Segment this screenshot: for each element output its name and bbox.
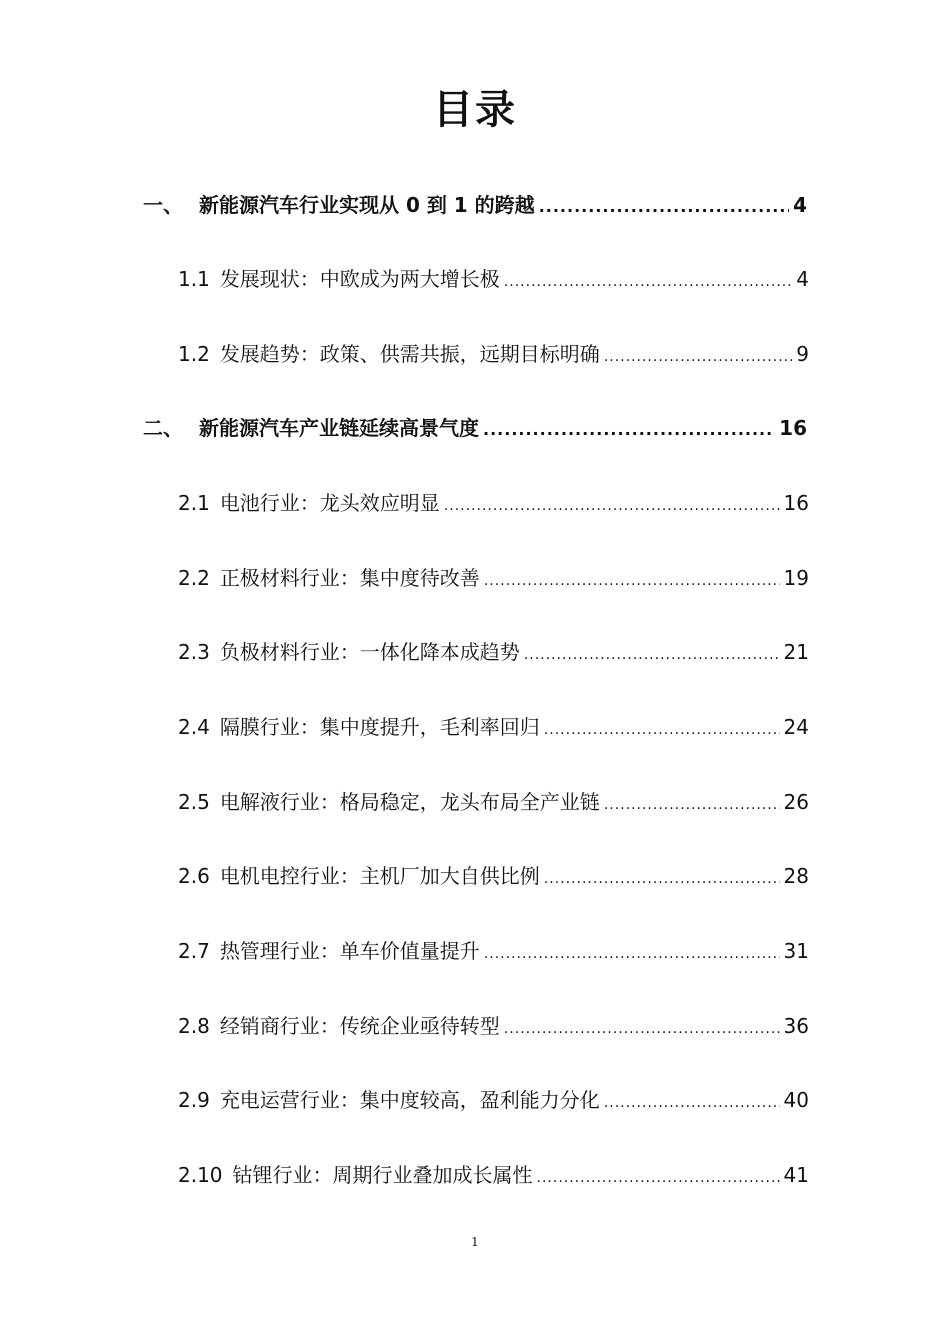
toc-entry-number: 二、 (143, 416, 183, 440)
toc-dot-leader (539, 189, 789, 225)
toc-entry-page: 16 (779, 416, 807, 440)
toc-entry-page: 28 (783, 864, 809, 888)
toc-dot-leader (604, 787, 780, 823)
toc-entry-number: 1.1 (178, 267, 210, 291)
toc-entry-number: 2.1 (178, 491, 210, 515)
toc-dot-leader (484, 563, 780, 599)
toc-entry-text: 经销商行业：传统企业亟待转型 (219, 1014, 500, 1038)
toc-entry-text: 发展趋势：政策、供需共振，远期目标明确 (219, 342, 600, 366)
toc-entry-page: 21 (783, 640, 809, 664)
toc-entry-page: 36 (783, 1014, 809, 1038)
toc-entry-page: 41 (783, 1163, 809, 1187)
toc-entry-text: 电池行业：龙头效应明显 (219, 491, 440, 515)
toc-entry-text: 热管理行业：单车价值量提升 (219, 939, 480, 963)
toc-entry-number: 2.7 (178, 939, 210, 963)
toc-entry-page: 19 (783, 566, 809, 590)
toc-entry-2-7[interactable] (178, 933, 809, 969)
toc-entry-page: 40 (783, 1088, 809, 1112)
toc-entry-number: 2.6 (178, 864, 210, 888)
toc-entry-number: 2.10 (178, 1163, 223, 1187)
toc-entry-number: 2.8 (178, 1014, 210, 1038)
toc-entry-2-3[interactable] (178, 634, 809, 670)
toc-entry-chapter-1[interactable] (143, 187, 807, 223)
toc-dot-leader (604, 1085, 780, 1121)
toc-entry-number: 2.5 (178, 790, 210, 814)
toc-entry-2-9[interactable] (178, 1082, 809, 1118)
toc-entry-2-6[interactable] (178, 858, 809, 894)
toc-entry-number: 一、 (143, 193, 183, 217)
toc-entry-text: 新能源汽车行业实现从 0 到 1 的跨越 (199, 193, 535, 217)
toc-entry-text: 钴锂行业：周期行业叠加成长属性 (232, 1163, 533, 1187)
toc-entry-1-1[interactable] (178, 261, 809, 297)
toc-entry-text: 隔膜行业：集中度提升，毛利率回归 (219, 715, 540, 739)
toc-entry-number: 2.3 (178, 640, 210, 664)
toc-entry-text: 正极材料行业：集中度待改善 (219, 566, 480, 590)
toc-dot-leader (604, 339, 792, 375)
toc-entry-page: 9 (796, 342, 809, 366)
toc-dot-leader (504, 264, 792, 300)
toc-entry-number: 2.2 (178, 566, 210, 590)
toc-dot-leader (537, 1160, 780, 1196)
toc-entry-number: 2.9 (178, 1088, 210, 1112)
toc-entry-2-10[interactable] (178, 1157, 809, 1193)
toc-entry-text: 新能源汽车产业链延续高景气度 (199, 416, 479, 440)
toc-entry-2-5[interactable] (178, 784, 809, 820)
toc-entry-2-2[interactable] (178, 560, 809, 596)
toc-entry-page: 24 (783, 715, 809, 739)
toc-entry-page: 4 (796, 267, 809, 291)
toc-entry-chapter-2[interactable] (143, 410, 807, 446)
toc-dot-leader (524, 637, 780, 673)
page-number: 1 (471, 1235, 479, 1249)
toc-entry-text: 充电运营行业：集中度较高，盈利能力分化 (219, 1088, 600, 1112)
toc-dot-leader (484, 936, 780, 972)
toc-entry-text: 负极材料行业：一体化降本成趋势 (219, 640, 520, 664)
toc-entry-1-2[interactable] (178, 336, 809, 372)
toc-dot-leader (444, 488, 780, 524)
toc-entry-text: 电机电控行业：主机厂加大自供比例 (219, 864, 540, 888)
toc-entry-2-4[interactable] (178, 709, 809, 745)
toc-entry-2-1[interactable] (178, 485, 809, 521)
toc-dot-leader (483, 412, 775, 448)
toc-entry-text: 电解液行业：格局稳定，龙头布局全产业链 (219, 790, 600, 814)
toc-entry-page: 31 (783, 939, 809, 963)
toc-entry-page: 26 (783, 790, 809, 814)
toc-dot-leader (504, 1011, 780, 1047)
toc-entry-page: 4 (793, 193, 807, 217)
toc-dot-leader (544, 861, 780, 897)
toc-dot-leader (544, 712, 780, 748)
toc-entry-text: 发展现状：中欧成为两大增长极 (219, 267, 500, 291)
toc-entry-number: 1.2 (178, 342, 210, 366)
toc-entry-number: 2.4 (178, 715, 210, 739)
page-title: 目录 (433, 87, 517, 133)
toc-entry-2-8[interactable] (178, 1008, 809, 1044)
toc-entry-page: 16 (783, 491, 809, 515)
